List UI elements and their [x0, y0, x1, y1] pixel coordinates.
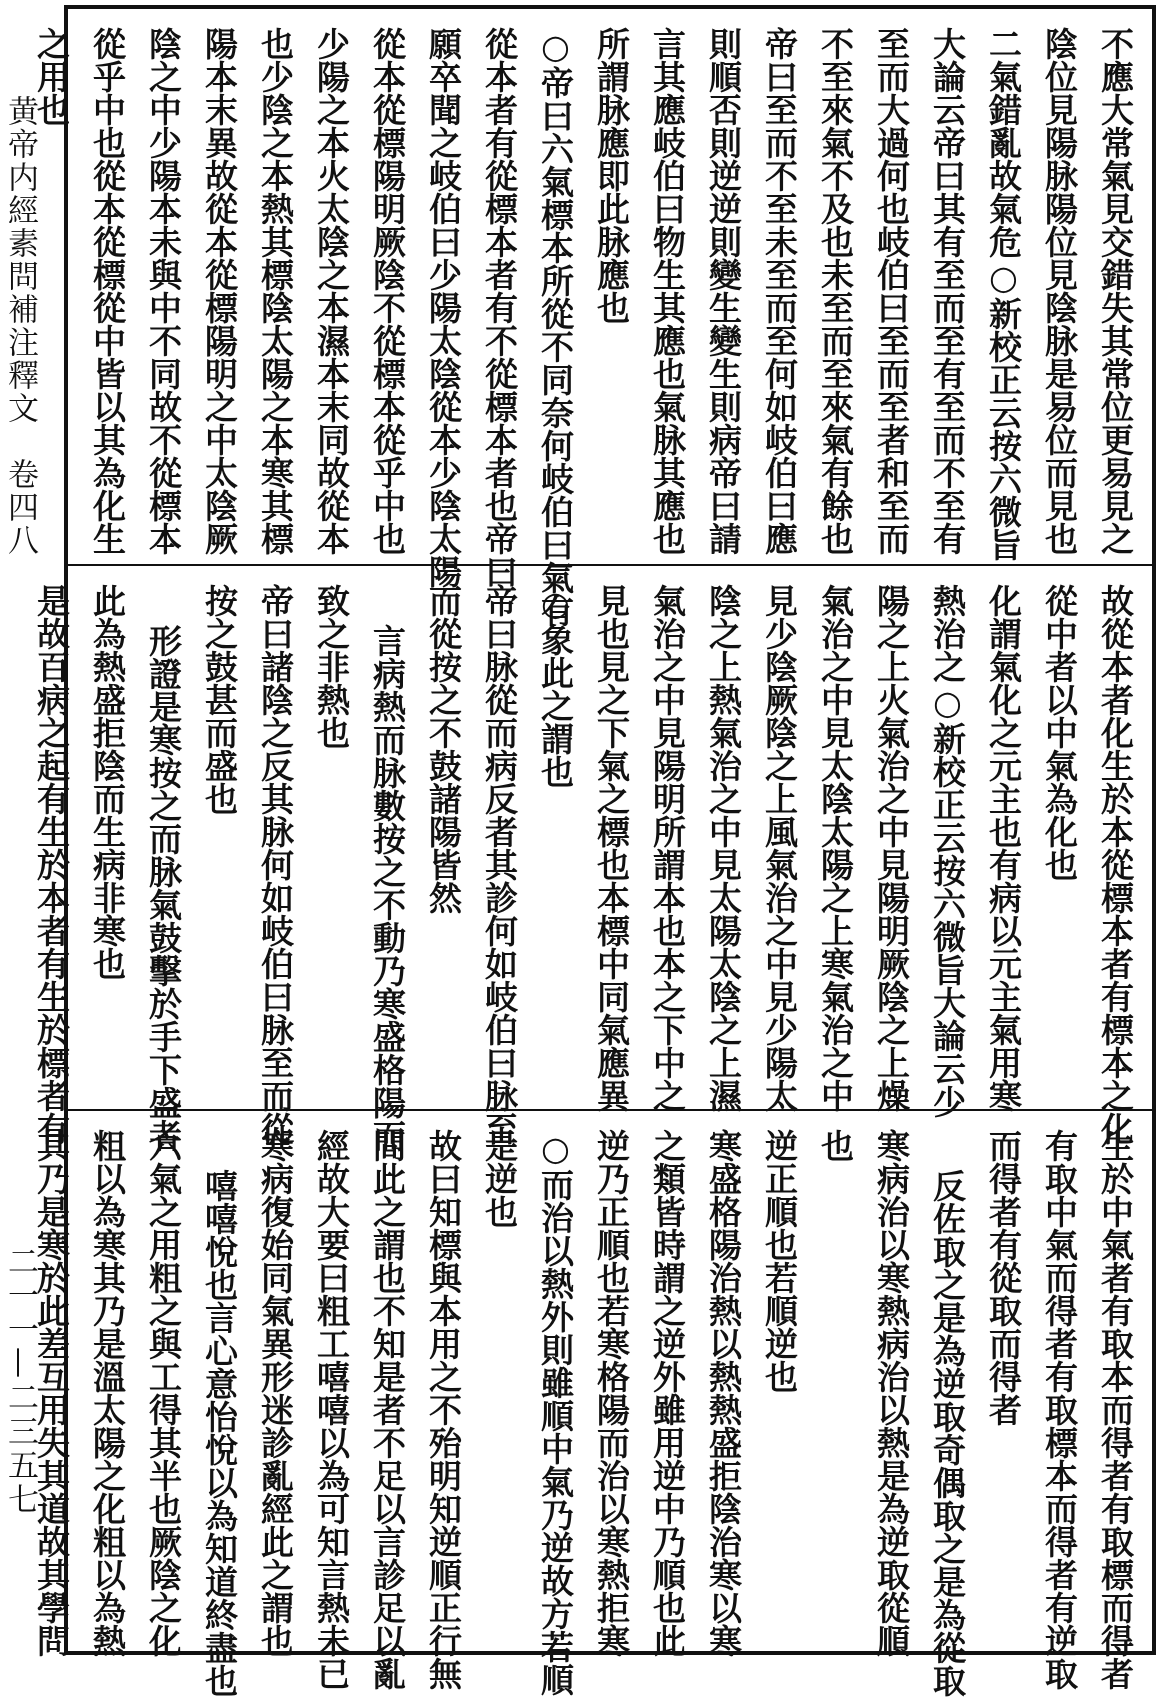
text-column: 經故大要曰粗工嘻嘻以為可知言熱未已: [312, 1129, 351, 1690]
text-column: 至而大過何也岐伯曰至而至者和至而: [872, 27, 911, 555]
text-column: 之用也: [32, 27, 71, 126]
text-column: 逆乃正順也若寒格陽而治以寒熱拒寒: [592, 1129, 631, 1657]
text-column: 從本從標陽明厥陰不從標本從乎中也: [368, 27, 407, 555]
text-column: 反佐取之是為逆取奇偶取之是為從取: [928, 1169, 967, 1697]
text-column: 寒病治以寒熱病治以熱是為逆取從順: [872, 1129, 911, 1657]
text-column: 粗以為寒其乃是溫太陽之化粗以為熱: [88, 1129, 127, 1657]
text-column: 其乃是寒於此差互用失其道故其學問: [32, 1129, 71, 1657]
book-title: 黄帝内經素問補注釋文 卷四八: [2, 95, 38, 557]
text-column: 不應大常氣見交錯失其常位更易見之: [1096, 27, 1135, 555]
text-column: 氣治之中見太陰太陽之上寒氣治之中: [816, 584, 855, 1112]
text-column: 有取中氣而得者有取標本而得者有逆取: [1040, 1129, 1079, 1690]
text-column: 陰位見陽脉陽位見陰脉是易位而見也: [1040, 27, 1079, 555]
text-column: 帝曰諸陰之反其脉何如岐伯曰脉至而從: [256, 584, 295, 1145]
text-column: 言病熱而脉數按之不動乃寒盛格陽而: [368, 624, 407, 1152]
text-column: 熱治之○新校正云按六微旨大論云少: [928, 584, 967, 1118]
text-column: 此為熱盛拒陰而生病非寒也: [88, 584, 127, 980]
text-column: 嘻嘻悅也言心意怡悅以為知道終盡也: [200, 1169, 239, 1697]
text-column: 陰之上熱氣治之中見太陽太陰之上濕: [704, 584, 743, 1112]
text-column: 是故百病之起有生於本者有生於標者有: [32, 584, 71, 1145]
text-column: 陰之中少陽本未與中不同故不從標本: [144, 27, 183, 555]
text-column: 帝曰脉從而病反者其診何如岐伯曰脉至: [480, 584, 519, 1145]
text-column: 生於中氣者有取本而得者有取標而得者: [1096, 1129, 1135, 1690]
text-panel-2: [32, 564, 1152, 1152]
text-column: 則順否則逆逆則變生變生則病帝曰請: [704, 27, 743, 555]
text-column: 大論云帝曰其有至而至有至而不至有: [928, 27, 967, 555]
text-column: 而從按之不鼓諸陽皆然: [424, 584, 463, 914]
text-column: 見少陰厥陰之上風氣治之中見少陽太: [760, 584, 799, 1112]
text-column: 按之鼓甚而盛也: [200, 584, 239, 815]
text-panel-1: [32, 9, 1152, 627]
text-column: 寒病復始同氣異形迷診亂經此之謂也: [256, 1129, 295, 1657]
text-column: 六氣之用粗之與工得其半也厥陰之化: [144, 1129, 183, 1657]
text-column: 少陽之本火太陰之本濕本末同故從本: [312, 27, 351, 555]
text-column: ○帝曰六氣標本所從不同奈何岐伯曰氣有: [536, 27, 575, 627]
text-column: 見也見之下氣之標也本標中同氣應異: [592, 584, 631, 1112]
panel-2-columns: [32, 584, 1138, 1152]
text-column: 也少陰之本熱其標陰太陽之本寒其標: [256, 27, 295, 555]
text-column: 也: [816, 1129, 855, 1162]
text-column: 陽本末異故從本從標陽明之中太陰厥: [200, 27, 239, 555]
text-column: 化謂氣化之元主也有病以元主氣用寒: [984, 584, 1023, 1112]
text-column: 故曰知標與本用之不殆明知逆順正行無: [424, 1129, 463, 1690]
panel-1-columns: [32, 27, 1138, 627]
text-column: 從中者以中氣為化也: [1040, 584, 1079, 881]
text-column: 形證是寒按之而脉氣鼓擊於手下盛者: [144, 624, 183, 1152]
text-column: 不至來氣不及也未至而至來氣有餘也: [816, 27, 855, 555]
text-column: 而得者有從取而得者: [984, 1129, 1023, 1426]
text-column: 是逆也: [480, 1129, 519, 1228]
page-frame: [32, 5, 1156, 1697]
text-column: 二氣錯亂故氣危○新校正云按六微旨: [984, 27, 1023, 561]
text-column: 所謂脉應即此脉應也: [592, 27, 631, 324]
text-column: 帝曰至而不至未至而至何如岐伯曰應: [760, 27, 799, 555]
page-number: 二一一—二三五七: [2, 1245, 38, 1517]
text-column: 故從本者化生於本從標本者有標本之化: [1096, 584, 1135, 1145]
text-column: ○象此之謂也: [536, 584, 575, 788]
text-column: 從乎中也從本從標從中皆以其為化生: [88, 27, 127, 555]
text-column: 之類皆時謂之逆外雖用逆中乃順也此: [648, 1129, 687, 1657]
text-column: 從本者有從標本者有不從標本者也帝曰: [480, 27, 519, 588]
text-column: 致之非熱也: [312, 584, 351, 749]
text-column: 間此之謂也不知是者不足以言診足以亂: [368, 1129, 407, 1690]
text-column: 寒盛格陽治熱以熱熱盛拒陰治寒以寒: [704, 1129, 743, 1657]
text-column: 言其應岐伯曰物生其應也氣脉其應也: [648, 27, 687, 555]
panel-3-columns: [32, 1129, 1138, 1697]
text-column: 逆正順也若順逆也: [760, 1129, 799, 1393]
text-column: ○而治以熱外則雖順中氣乃逆故方若順: [536, 1129, 575, 1696]
text-column: 願卒聞之岐伯曰少陽太陰從本少陰太陽: [424, 27, 463, 588]
text-column: 氣治之中見陽明所謂本也本之下中之: [648, 584, 687, 1112]
text-column: 陽之上火氣治之中見陽明厥陰之上燥: [872, 584, 911, 1112]
text-panel-3: [32, 1109, 1152, 1697]
